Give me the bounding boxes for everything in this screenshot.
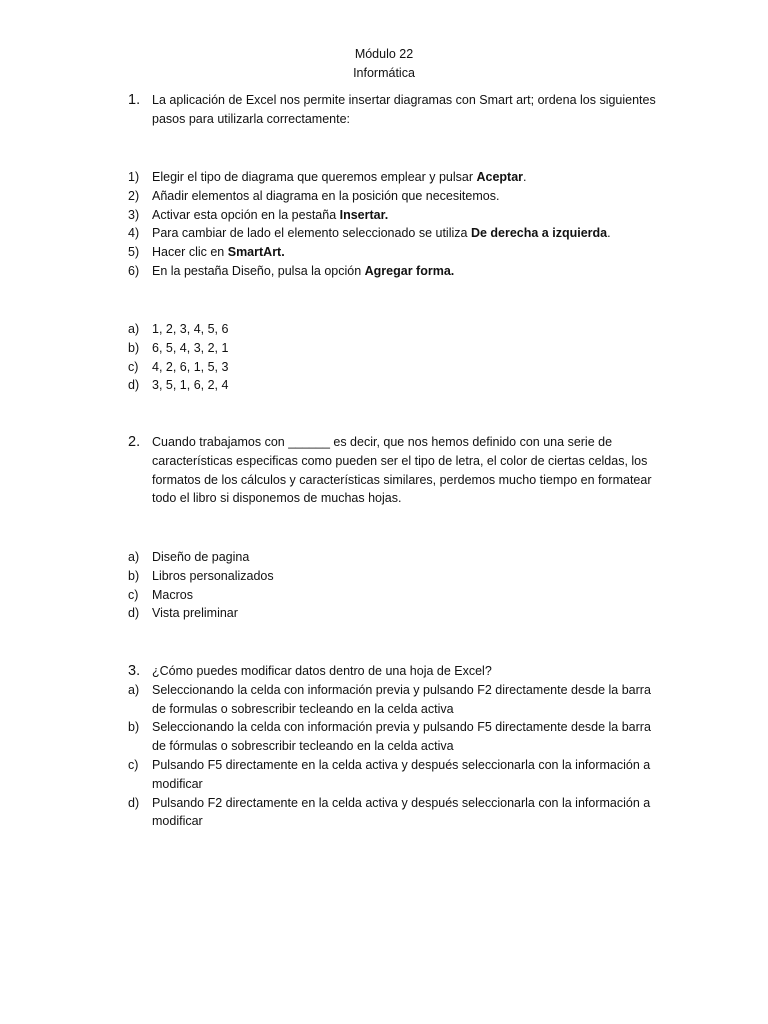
list-item [128,224,668,243]
option-text: Pulsando F5 directamente en la celda activa y después seleccionarla con la información a modificar [152,757,651,791]
list-item [128,187,668,206]
step-bold-text: Aceptar [476,170,524,184]
step-text: Hacer clic en [152,245,228,260]
list-item [128,206,668,225]
option-text: Libros personalizados [152,568,274,583]
option-text: Macros [152,587,193,602]
step-bold-text: SmartArt. [227,245,285,260]
question-text: La aplicación de Excel nos permite insertar diagramas con Smart art; ordena los siguientes pasos para utilizarla correctamente: [152,93,656,126]
option-letter: b) [128,568,140,583]
option-letter: a) [128,682,140,697]
list-item [128,243,668,262]
step-text: Añadir elementos al diagrama en la posición que necesitemos. [152,188,500,203]
subject-title: Informática [353,66,415,80]
answer-option[interactable] [128,794,668,832]
q1-steps-list [128,168,668,281]
question-text: ¿Cómo puedes modificar datos dentro de una hoja de Excel? [152,664,492,678]
step-text: Elegir el tipo de diagrama que queremos emplear y pulsar [152,170,477,184]
answer-option[interactable] [128,567,668,586]
question-number: 1. [128,92,141,108]
answer-option[interactable] [128,320,668,339]
step-bold-text: Agregar forma. [364,263,455,278]
option-text: Seleccionando la celda con información previa y pulsando F2 directamente desde la barra de formulas o sobrescribir tecleando en la celda activa [152,682,651,716]
option-letter: c) [128,359,139,374]
step-number: 6) [128,263,140,278]
answer-option[interactable] [128,339,668,358]
question-number: 2. [128,434,141,450]
answer-option[interactable] [128,358,668,377]
answer-option[interactable] [128,586,668,605]
answer-option[interactable] [128,681,668,719]
step-text: En la pestaña Diseño, pulsa la opción [152,263,365,278]
question-2 [128,433,668,508]
question-number: 3. [128,663,141,679]
list-item [128,168,668,187]
question-3 [128,662,668,831]
list-item [128,262,668,281]
step-number: 3) [128,207,140,222]
question-text: Cuando trabajamos con ______ es decir, que nos hemos definido con una serie de características especificas como pueden ser el tipo de letra, el color de ciertas celdas, los formatos de los cálculos y características similares, perdemos mucho tiempo en formatear todo el libro si disponemos de muchas hojas. [152,435,652,506]
option-text: 1, 2, 3, 4, 5, 6 [152,322,229,336]
option-letter: b) [128,720,140,735]
step-number: 4) [128,226,140,241]
option-letter: d) [128,795,140,810]
option-letter: d) [128,378,140,393]
question-1 [128,91,668,129]
option-text: 6, 5, 4, 3, 2, 1 [152,340,229,355]
answer-option[interactable] [128,718,668,756]
answer-option[interactable] [128,376,668,395]
option-letter: a) [128,550,140,564]
option-text: Seleccionando la celda con información previa y pulsando F5 directamente desde la barra de fórmulas o sobrescribir tecleando en la celda activa [152,720,651,754]
option-text: 3, 5, 1, 6, 2, 4 [152,378,229,393]
option-letter: b) [128,340,140,355]
option-text: 4, 2, 6, 1, 5, 3 [152,359,229,374]
q2-options-list [128,548,668,623]
step-number: 2) [128,188,140,203]
option-text: Pulsando F2 directamente en la celda activa y después seleccionarla con la información a modificar [152,795,651,829]
option-letter: c) [128,757,139,772]
step-text: Para cambiar de lado el elemento seleccionado se utiliza [152,226,471,241]
step-text-end: . [523,170,527,184]
step-number: 1) [128,170,140,184]
option-letter: a) [128,322,140,336]
module-title: Módulo 22 [354,47,414,61]
q1-options-list [128,320,668,395]
step-text: Activar esta opción en la pestaña [152,207,340,222]
step-text-end: . [607,226,611,241]
answer-option[interactable] [128,604,668,623]
option-text: Diseño de pagina [152,550,250,564]
answer-option[interactable] [128,548,668,567]
step-number: 5) [128,245,140,260]
answer-option[interactable] [128,756,668,794]
option-letter: d) [128,606,140,621]
step-bold-text: Insertar. [339,207,389,222]
option-letter: c) [128,587,139,602]
option-text: Vista preliminar [152,606,238,621]
step-bold-text: De derecha a izquierda [470,226,608,241]
